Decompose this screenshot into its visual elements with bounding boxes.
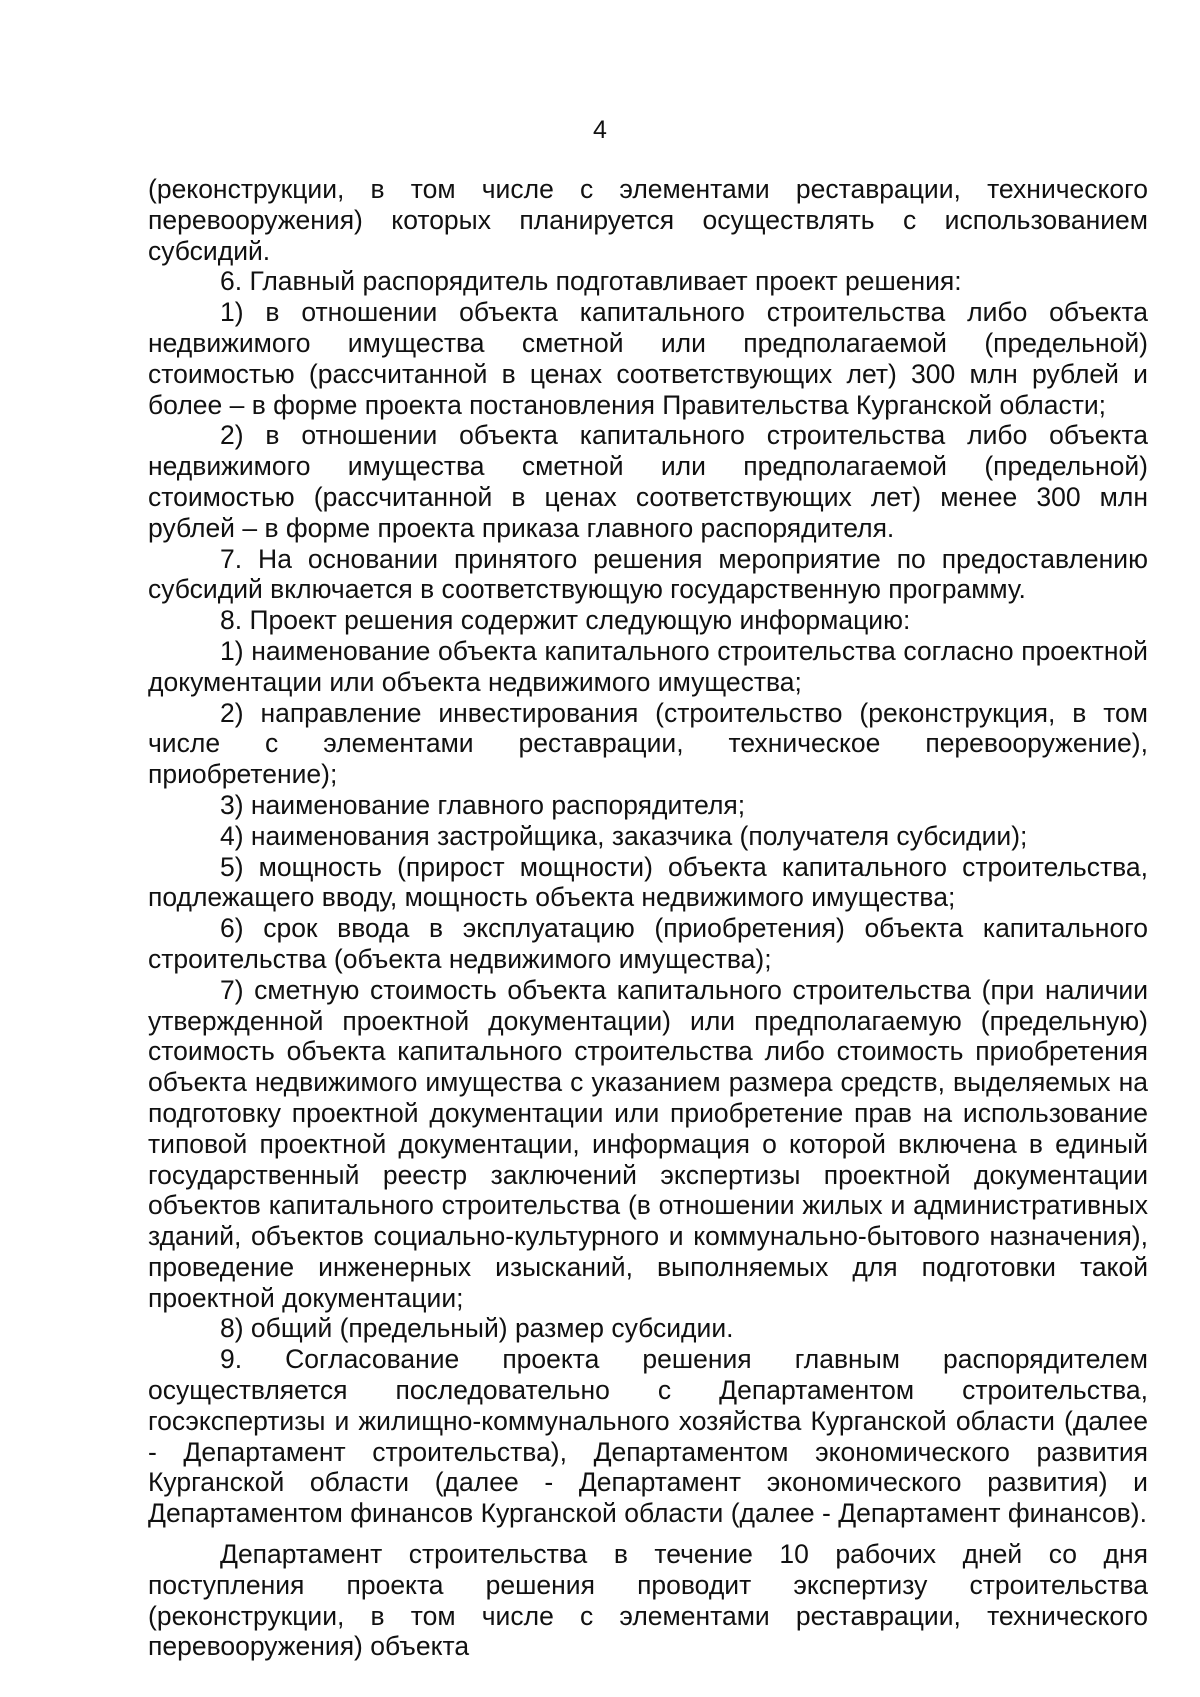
document-body — [148, 174, 1148, 1662]
paragraph-item-8-1: 1) наименование объекта капитального строительства согласно проектной документации или объекта недвижимого имущества; — [148, 635, 1148, 697]
paragraph-item-6-2: 2) в отношении объекта капитального строительства либо объекта недвижимого имущества сметной или предполагаемой (предельной) стоимостью (рассчитанной в ценах соответствующих лет) менее 300 млн рублей – в форме проекта приказа главного распорядителя. — [148, 420, 1148, 543]
paragraph-item-8-5: 5) мощность (прирост мощности) объекта капитального строительства, подлежащего вводу, мощность объекта недвижимого имущества; — [148, 851, 1148, 913]
paragraph-item-8-6: 6) срок ввода в эксплуатацию (приобретения) объекта капитального строительства (объекта недвижимого имущества); — [148, 913, 1148, 974]
paragraph-item-8: 8. Проект решения содержит следующую информацию: — [220, 605, 911, 636]
paragraph-item-6-1: 1) в отношении объекта капитального строительства либо объекта недвижимого имущества сметной или предполагаемой (предельной) стоимостью (рассчитанной в ценах соответствующих лет) 300 млн рублей и более – в форме проекта постановления Правительства Курганской области; — [148, 297, 1148, 420]
paragraph-item-6: 6. Главный распорядитель подготавливает проект решения: — [220, 266, 962, 297]
paragraph-item-8-4: 4) наименования застройщика, заказчика (получателя субсидии); — [220, 820, 1028, 851]
page-number: 4 — [593, 116, 607, 144]
paragraph-item-8-7: 7) сметную стоимость объекта капитального строительства (при наличии утвержденной проектной документации) или предполагаемую (предельную) стоимость объекта капитального строительства либо стоимость приобретения объекта недвижимого имущества с указанием размера средств, выделяемых на подготовку проектной документации или приобретение прав на использование типовой проектной документации, информация о которой включена в единый государственный реестр заключений экспертизы проектной документации объектов капитального строительства (в отношении жилых и административных зданий, объектов социально-культурного и коммунально-бытового назначения), проведение инженерных изысканий, выполняемых для подготовки такой проектной документации; — [148, 974, 1148, 1313]
paragraph-item-9: 9. Согласование проекта решения главным распорядителем осуществляется последовательно с Департаментом строительства, госэкспертизы и жилищно-коммунального хозяйства Курганской области (далее - Департамент строительства), Департаментом экономического развития Курганской области (далее - Департамент экономического развития) и Департаментом финансов Курганской области (далее - Департамент финансов). — [148, 1344, 1148, 1529]
paragraph-item-8-3: 3) наименование главного распорядителя; — [220, 789, 746, 820]
paragraph-item-9-continuation: Департамент строительства в течение 10 рабочих дней со дня поступления проекта решения проводит экспертизу строительства (реконструкции, в том числе с элементами реставрации, технического перевооружения) объекта — [148, 1539, 1148, 1662]
paragraph-continuation: (реконструкции, в том числе с элементами реставрации, технического перевооружения) которых планируется осуществлять с использованием субсидий. — [148, 174, 1148, 266]
paragraph-item-8-8: 8) общий (предельный) размер субсидии. — [220, 1313, 734, 1344]
paragraph-item-7: 7. На основании принятого решения мероприятие по предоставлению субсидий включается в соответствующую государственную программу. — [148, 543, 1148, 605]
paragraph-item-8-2: 2) направление инвестирования (строительство (реконструкция, в том числе с элементами реставрации, техническое перевооружение), приобретение); — [148, 697, 1148, 790]
